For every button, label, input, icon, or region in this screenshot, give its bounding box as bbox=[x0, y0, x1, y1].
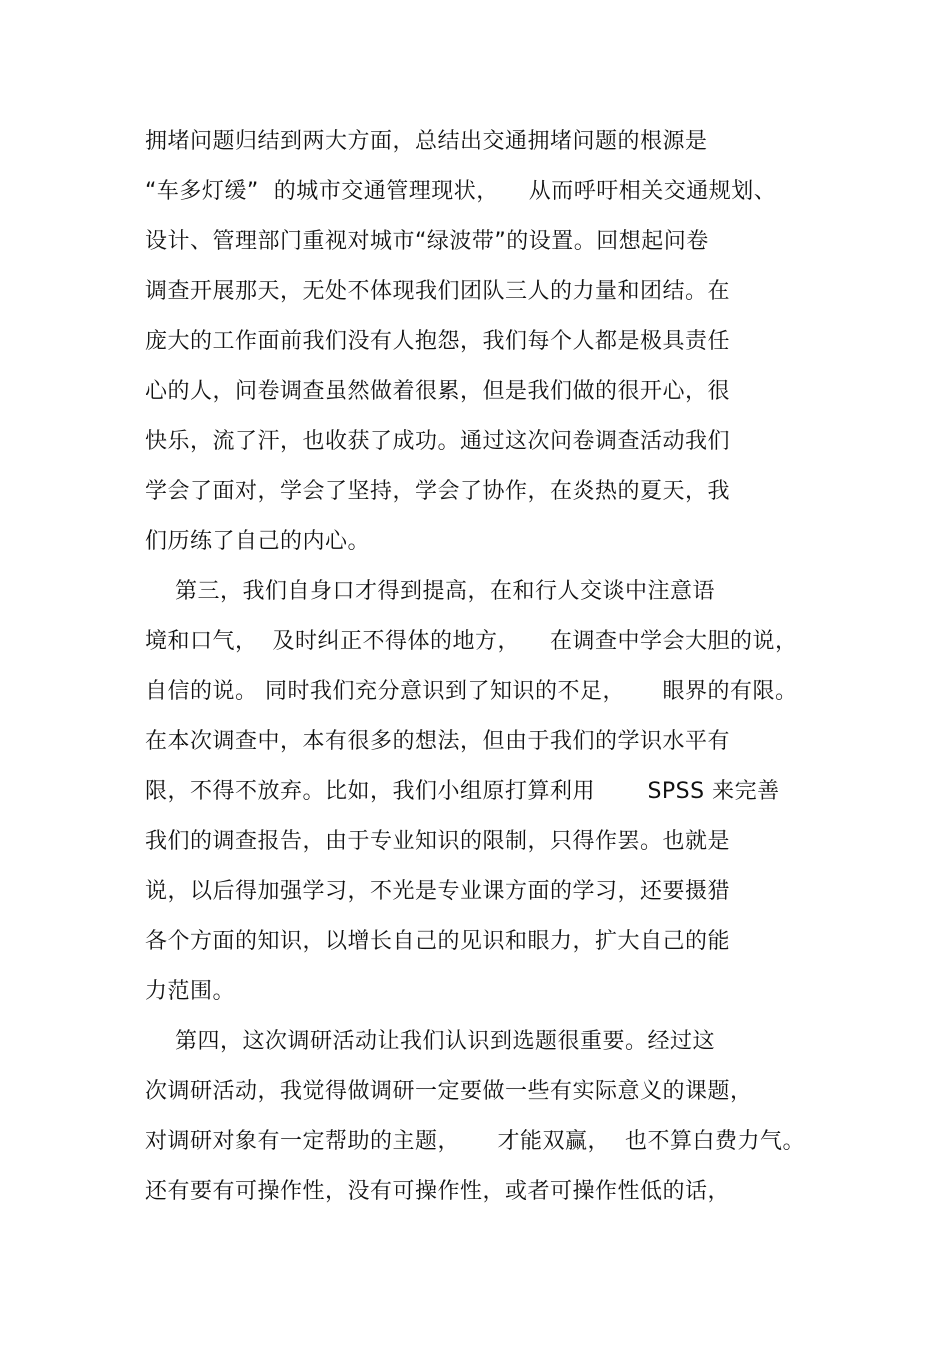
text-line: 对调研对象有一定帮助的主题， 才能双赢， 也不算白费力气。 bbox=[145, 1129, 805, 1154]
text-line: 心的人，问卷调查虽然做着很累，但是我们做的很开心，很 bbox=[145, 379, 731, 404]
text-line: 快乐，流了汗，也收获了成功。通过这次问卷调查活动我们 bbox=[145, 429, 731, 454]
text-line: 们历练了自己的内心。 bbox=[145, 529, 371, 554]
text-line: 各个方面的知识，以增长自己的见识和眼力，扩大自己的能 bbox=[145, 929, 731, 954]
text-line: 第三，我们自身口才得到提高，在和行人交谈中注意语 bbox=[145, 579, 715, 604]
text-line: 第四，这次调研活动让我们认识到选题很重要。经过这 bbox=[145, 1029, 715, 1054]
text-line: 在本次调查中，本有很多的想法，但由于我们的学识水平有 bbox=[145, 729, 731, 754]
text-line: 设计、管理部门重视对城市“绿波带”的设置。回想起问卷 bbox=[145, 229, 709, 254]
text-line: “车多灯缓” 的城市交通管理现状， 从而呼吁相关交通规划、 bbox=[145, 179, 777, 204]
text-line: 拥堵问题归结到两大方面，总结出交通拥堵问题的根源是 bbox=[145, 129, 708, 154]
text-line: 限，不得不放弃。比如，我们小组原打算利用 SPSS 来完善 bbox=[145, 779, 780, 804]
text-line: 力范围。 bbox=[145, 979, 236, 1004]
text-line: 庞大的工作面前我们没有人抱怨，我们每个人都是极具责任 bbox=[145, 329, 731, 354]
text-line: 学会了面对，学会了坚持，学会了协作，在炎热的夏天，我 bbox=[145, 479, 731, 504]
text-line: 自信的说。 同时我们充分意识到了知识的不足， 眼界的有限。 bbox=[145, 679, 798, 704]
text-line: 还有要有可操作性，没有可操作性，或者可操作性低的话， bbox=[145, 1179, 731, 1204]
text-line: 次调研活动，我觉得做调研一定要做一些有实际意义的课题， bbox=[145, 1079, 753, 1104]
text-line: 调查开展那天，无处不体现我们团队三人的力量和团结。在 bbox=[145, 279, 731, 304]
text-line: 说，以后得加强学习，不光是专业课方面的学习，还要摄猎 bbox=[145, 879, 731, 904]
text-line: 我们的调查报告，由于专业知识的限制，只得作罢。也就是 bbox=[145, 829, 731, 854]
text-line: 境和口气， 及时纠正不得体的地方， 在调查中学会大胆的说， bbox=[145, 629, 798, 654]
